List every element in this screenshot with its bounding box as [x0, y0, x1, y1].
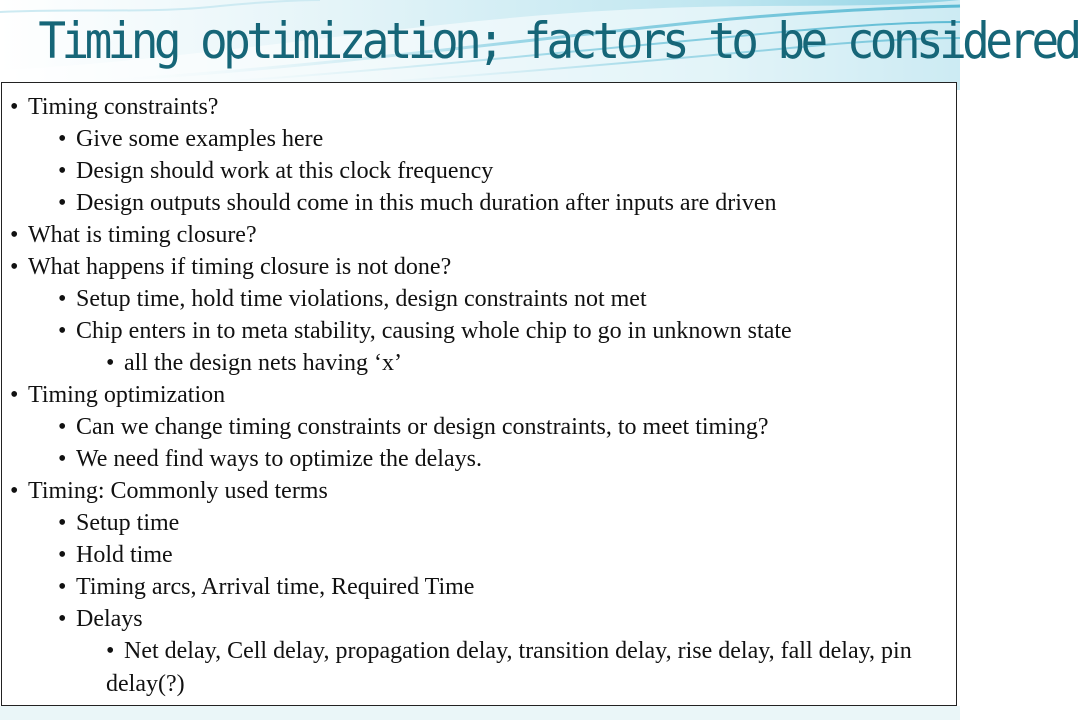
bullet-icon: •	[106, 638, 115, 664]
bullet-text: Can we change timing constraints or design constraints, to meet timing?	[76, 414, 769, 440]
bullet-text: We need find ways to optimize the delays.	[76, 446, 482, 472]
bullet-text: Chip enters in to meta stability, causing whole chip to go in unknown state	[76, 318, 792, 344]
bullet-icon: •	[10, 94, 19, 120]
bullet-text: What is timing closure?	[28, 222, 257, 248]
bullet-item	[10, 635, 936, 701]
bullet-icon: •	[10, 254, 19, 280]
content-box	[1, 82, 957, 706]
bullet-icon: •	[58, 606, 67, 632]
bullet-item	[10, 219, 950, 251]
bullet-icon: •	[58, 414, 67, 440]
bullet-item	[10, 123, 950, 155]
bullet-icon: •	[58, 318, 67, 344]
bullet-item	[10, 379, 950, 411]
bullet-text: Timing constraints?	[28, 94, 219, 120]
bullet-icon: •	[10, 222, 19, 248]
footer-band	[0, 706, 960, 720]
bullet-item	[10, 443, 950, 475]
bullet-icon: •	[58, 126, 67, 152]
bullet-icon: •	[58, 190, 67, 216]
bullet-text: Setup time, hold time violations, design constraints not met	[76, 286, 647, 312]
bullet-icon: •	[58, 446, 67, 472]
bullet-item	[10, 571, 950, 603]
bullet-text: Timing arcs, Arrival time, Required Time	[76, 574, 475, 600]
bullet-text: Give some examples here	[76, 126, 324, 152]
bullet-text: Delays	[76, 606, 143, 632]
bullet-icon: •	[10, 382, 19, 408]
bullet-text: Setup time	[76, 510, 180, 536]
bullet-item	[10, 347, 950, 379]
bullet-icon: •	[10, 478, 19, 504]
bullet-item	[10, 603, 950, 635]
bullet-text: Timing: Commonly used terms	[28, 478, 328, 504]
bullet-text: Timing optimization	[28, 382, 226, 408]
bullet-item	[10, 187, 950, 219]
bullet-item	[10, 539, 950, 571]
bullet-list	[10, 91, 950, 701]
bullet-icon: •	[58, 158, 67, 184]
bullet-text: Design outputs should come in this much duration after inputs are driven	[76, 190, 777, 216]
bullet-icon: •	[58, 574, 67, 600]
bullet-item	[10, 475, 950, 507]
bullet-item	[10, 155, 950, 187]
bullet-text: all the design nets having ‘x’	[124, 350, 402, 376]
bullet-text: Hold time	[76, 542, 173, 568]
bullet-icon: •	[58, 542, 67, 568]
bullet-text: Net delay, Cell delay, propagation delay, transition delay, rise delay, fall delay, pin delay(?)	[106, 638, 912, 697]
bullet-item	[10, 411, 950, 443]
bullet-item	[10, 507, 950, 539]
bullet-item	[10, 283, 950, 315]
bullet-item	[10, 315, 950, 347]
bullet-icon: •	[106, 350, 115, 376]
bullet-icon: •	[58, 510, 67, 536]
bullet-text: Design should work at this clock frequency	[76, 158, 494, 184]
bullet-item	[10, 251, 950, 283]
bullet-icon: •	[58, 286, 67, 312]
bullet-text: What happens if timing closure is not done?	[28, 254, 452, 280]
bullet-item	[10, 91, 950, 123]
slide-title: Timing optimization; factors to be considered	[38, 12, 1078, 70]
